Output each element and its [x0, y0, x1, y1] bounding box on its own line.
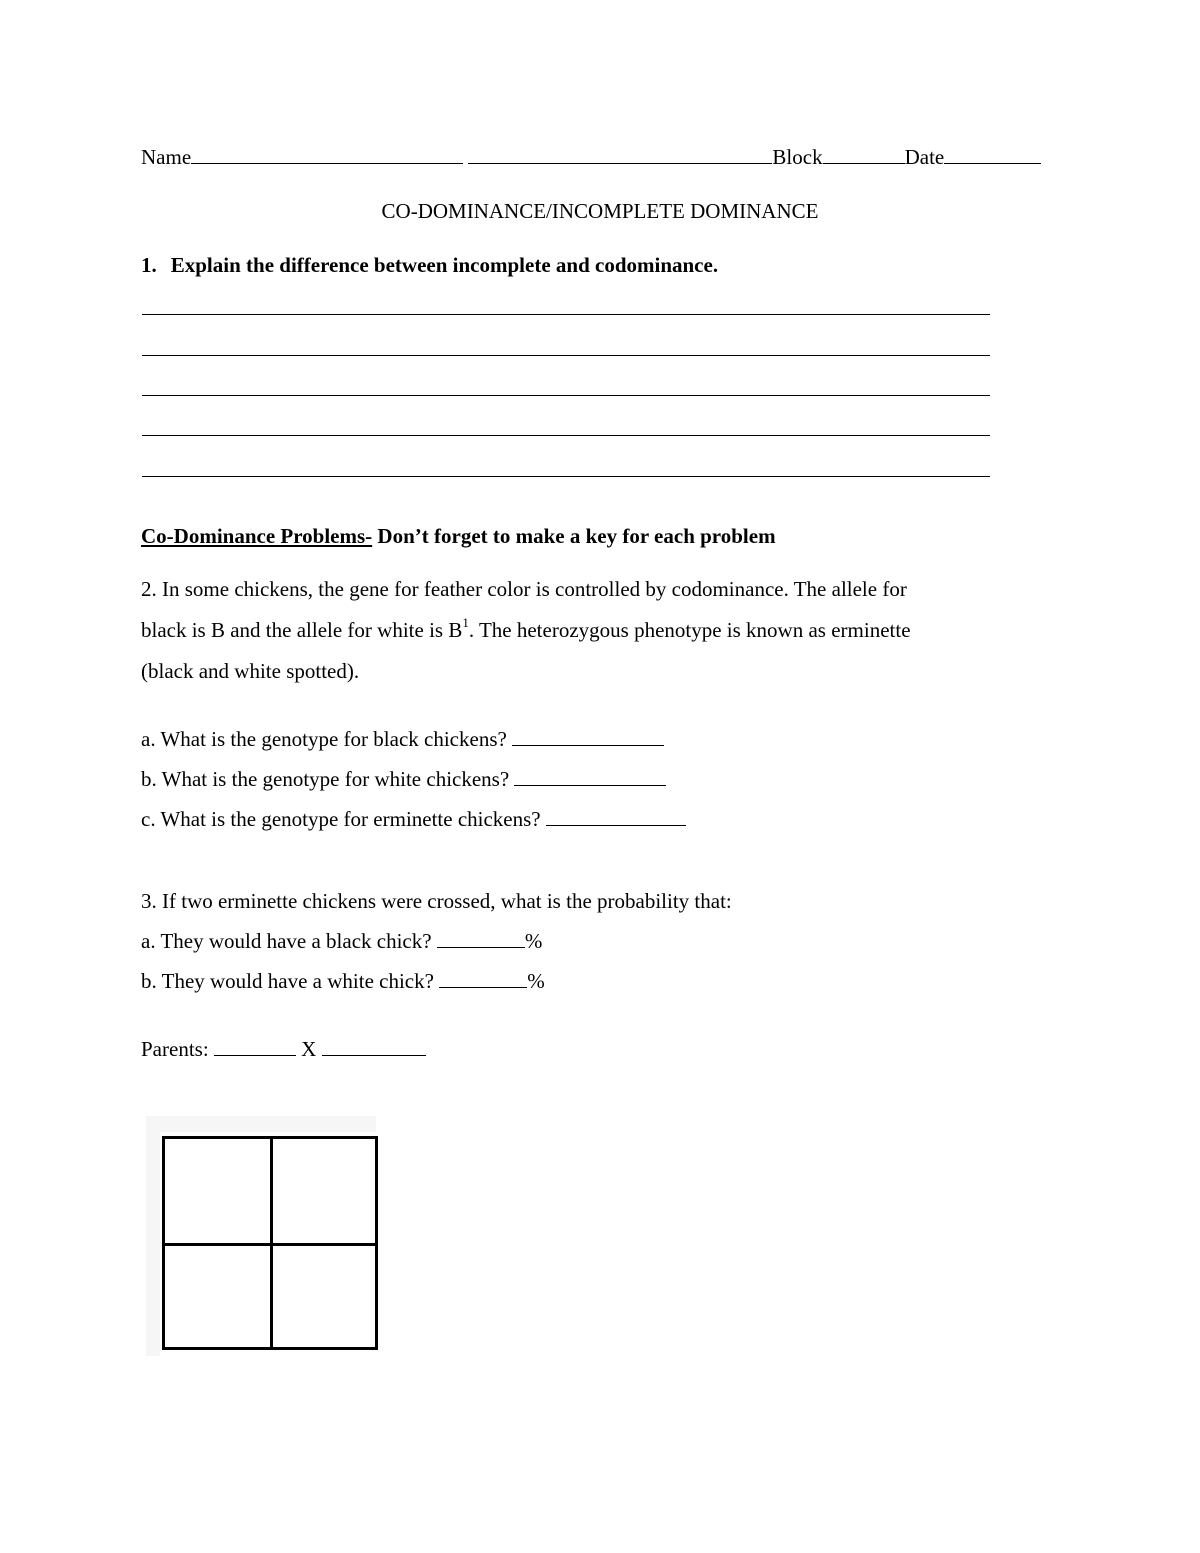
answer-line-2[interactable]: [142, 355, 990, 356]
question-3a-percent: %: [524, 929, 543, 953]
punnett-square[interactable]: [162, 1136, 378, 1350]
block-field[interactable]: [823, 145, 905, 164]
question-3a: [141, 929, 542, 954]
question-2-line-2-start: black is B and the allele for white is B: [141, 618, 463, 642]
question-3a-text: a. They would have a black chick?: [141, 929, 432, 953]
page-title: CO-DOMINANCE/INCOMPLETE DOMINANCE: [381, 199, 819, 223]
question-2a-blank[interactable]: [512, 727, 664, 746]
question-2c-blank[interactable]: [546, 807, 686, 826]
header-row: [141, 145, 1041, 170]
name-label: Name: [141, 145, 192, 169]
answer-line-1[interactable]: [142, 314, 990, 315]
parents-label: Parents:: [141, 1037, 209, 1061]
question-2a: [141, 727, 664, 752]
section-heading-note: Don’t forget to make a key for each problem: [372, 524, 776, 548]
question-3a-blank[interactable]: [437, 929, 525, 948]
question-2c-text: c. What is the genotype for erminette chickens?: [141, 807, 541, 831]
question-3b-text: b. They would have a white chick?: [141, 969, 434, 993]
question-2b: [141, 767, 666, 792]
date-field[interactable]: [944, 145, 1041, 164]
punnett-square-horizontal-divider: [165, 1243, 375, 1246]
answer-line-3[interactable]: [142, 395, 990, 396]
cross-symbol: X: [301, 1037, 317, 1061]
parent-1-blank[interactable]: [214, 1037, 296, 1056]
question-3b-blank[interactable]: [439, 969, 527, 988]
section-heading-underlined: Co-Dominance Problems-: [141, 524, 373, 548]
question-3-intro: 3. If two erminette chickens were crossed, what is the probability that:: [141, 889, 732, 913]
question-3b-percent: %: [527, 969, 545, 993]
question-2-line-1: 2. In some chickens, the gene for feather color is controlled by codominance. The allele for: [141, 577, 907, 601]
parents-row: [141, 1037, 426, 1062]
allele-superscript: 1: [462, 615, 469, 630]
date-label: Date: [904, 145, 945, 169]
question-1-text: Explain the difference between incomplete and codominance.: [170, 253, 719, 277]
answer-line-5[interactable]: [142, 476, 990, 477]
question-2-line-2: [141, 615, 911, 643]
question-1: [141, 253, 718, 278]
block-label: Block: [772, 145, 823, 169]
name-field[interactable]: [191, 145, 463, 164]
question-2-line-2-end: . The heterozygous phenotype is known as erminette: [468, 618, 911, 642]
question-2c: [141, 807, 686, 832]
name-field-extension[interactable]: [468, 145, 772, 164]
question-2-line-3: (black and white spotted).: [141, 659, 360, 683]
question-2a-text: a. What is the genotype for black chickens?: [141, 727, 507, 751]
question-2b-text: b. What is the genotype for white chickens?: [141, 767, 510, 791]
question-1-number: 1.: [141, 253, 157, 277]
answer-line-4[interactable]: [142, 435, 990, 436]
section-heading: [141, 524, 776, 549]
question-3b: [141, 969, 545, 994]
parent-2-blank[interactable]: [322, 1037, 426, 1056]
question-2b-blank[interactable]: [514, 767, 666, 786]
